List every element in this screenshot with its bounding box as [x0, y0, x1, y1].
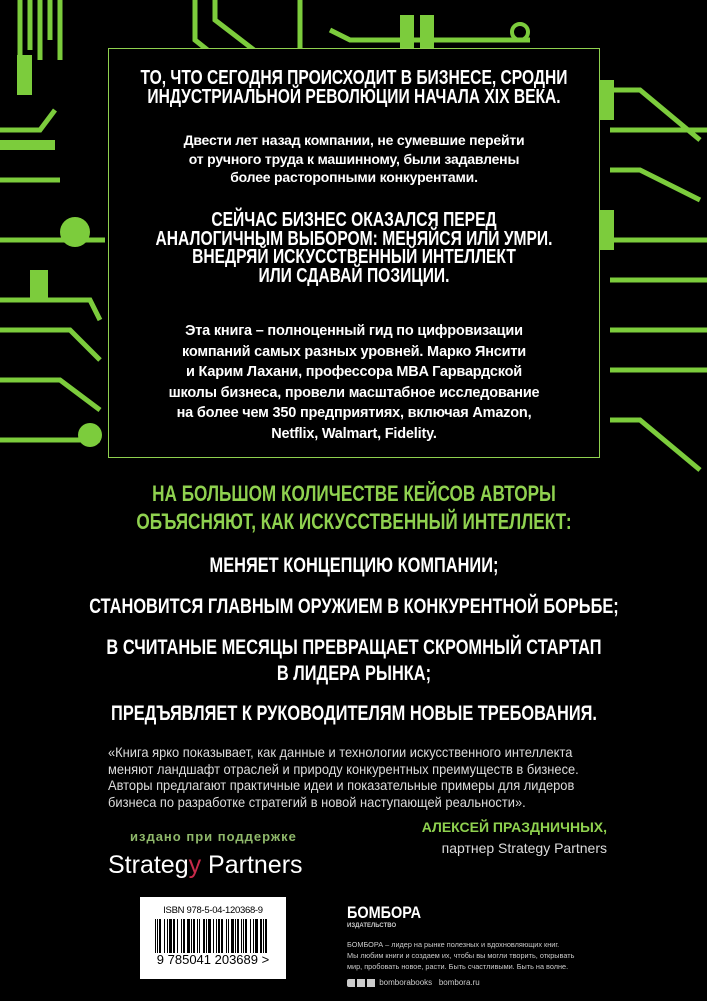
barcode-bar	[157, 919, 158, 953]
barcode-box	[140, 897, 286, 979]
author-name: АЛЕКСЕЙ ПРАЗДНИЧНЫХ,	[421, 819, 607, 835]
author-title: партнер Strategy Partners	[441, 840, 607, 856]
bullet-item: В ЛИДЕРА РЫНКА;	[276, 662, 431, 685]
social-icons	[347, 979, 377, 987]
barcode-bar	[183, 919, 185, 953]
line: Netflix, Walmart, Fidelity.	[271, 425, 437, 442]
line: ИЛИ СДАВАЙ ПОЗИЦИИ.	[258, 264, 450, 287]
line: мир, пробовать новое, расти. Быть счастливыми. Быть на волне.	[347, 962, 569, 971]
bullet-item: ПРЕДЪЯВЛЯЕТ К РУКОВОДИТЕЛЯМ НОВЫЕ ТРЕБОВАНИЯ.	[110, 702, 597, 725]
barcode-bar	[199, 919, 200, 953]
barcode-bar	[255, 919, 258, 953]
line: ВНЕДРЯЙ ИСКУССТВЕННЫЙ ИНТЕЛЛЕКТ	[192, 246, 516, 268]
line: Мы любим книги и создаем их, чтобы вы могли творить, открывать	[347, 951, 575, 960]
barcode-bar	[181, 919, 182, 953]
line: ТО, ЧТО СЕГОДНЯ ПРОИСХОДИТ В БИЗНЕСЕ, СРОДНИ	[140, 67, 568, 89]
barcode-bar	[191, 919, 192, 953]
line: от ручного труда к машинному, были задавлены	[188, 150, 520, 167]
social-handle[interactable]: bomborabooks	[379, 978, 433, 987]
barcode-bar	[226, 919, 227, 953]
barcode-bar	[187, 919, 190, 953]
barcode-bar	[213, 919, 214, 953]
barcode-bar	[243, 919, 244, 953]
line: БОМБОРА – лидер на рынке полезных и вдохновляющих книг.	[347, 940, 560, 949]
line: «Книга ярко показывает, как данные и технологии искусственного интеллекта	[108, 744, 573, 760]
strategy-partners-logo	[108, 851, 303, 880]
logo-part: y	[188, 851, 202, 879]
barcode-bar	[237, 919, 239, 953]
line: СЕЙЧАС БИЗНЕС ОКАЗАЛСЯ ПЕРЕД	[211, 209, 497, 231]
line: АНАЛОГИЧНЫМ ВЫБОРОМ: МЕНЯЙСЯ ИЛИ УМРИ.	[155, 227, 553, 250]
barcode-bar	[169, 919, 172, 953]
box-heading-2	[120, 211, 588, 285]
publisher-links	[347, 978, 574, 987]
barcode-bar	[263, 919, 264, 953]
logo-part: Partners	[201, 851, 303, 879]
barcode-bar	[241, 919, 242, 953]
description-box	[108, 48, 600, 458]
box-paragraph-2	[117, 321, 591, 445]
support-label: издано при поддержке	[130, 829, 297, 844]
line: на более чем 350 предприятиях, включая Amazon,	[176, 405, 532, 422]
barcode-bars	[153, 919, 273, 953]
barcode-bar	[228, 919, 229, 953]
barcode-bar	[193, 919, 195, 953]
line: компаний самых разных уровней. Марко Янсити	[182, 343, 526, 360]
barcode-bar	[221, 919, 223, 953]
barcode-bar	[218, 919, 220, 953]
cases-heading	[120, 480, 588, 536]
barcode-bar	[164, 919, 165, 953]
barcode-bar	[231, 919, 234, 953]
line: Авторы предлагают практичные идеи и показательные примеры для лидеров	[108, 777, 575, 794]
line: бизнеса по разработке стратегий в новой наступающей реальности».	[108, 793, 526, 810]
barcode-bar	[253, 919, 254, 953]
line: меняют ландшафт отраслей и природу конкурентных преимуществ в бизнесе.	[108, 760, 579, 777]
barcode-bar	[173, 919, 175, 953]
line: ИНДУСТРИАЛЬНОЙ РЕВОЛЮЦИИ НАЧАЛА XIX ВЕКА.	[147, 86, 561, 108]
publisher-sub: ИЗДАТЕЛЬСТВО	[347, 923, 397, 929]
publisher-name: БОМБОРА	[347, 903, 422, 922]
quote-author	[422, 817, 607, 859]
line: и Карим Лахани, профессора MBA Гарвардской	[185, 364, 523, 381]
publisher-site-link[interactable]: bombora.ru	[438, 978, 480, 987]
line: НА БОЛЬШОМ КОЛИЧЕСТВЕ КЕЙСОВ АВТОРЫ	[151, 481, 556, 506]
bullet-list	[81, 553, 627, 727]
box-paragraph-1	[117, 131, 591, 187]
line: Эта книга – полноценный гид по цифровизации	[185, 323, 523, 339]
bullet-item: В СЧИТАНЫЕ МЕСЯЦЫ ПРЕВРАЩАЕТ СКРОМНЫЙ СТАРТАП	[105, 636, 602, 659]
line: ОБЪЯСНЯЮТ, КАК ИСКУССТВЕННЫЙ ИНТЕЛЛЕКТ:	[135, 509, 572, 534]
bullet-item: СТАНОВИТСЯ ГЛАВНЫМ ОРУЖИЕМ В КОНКУРЕНТНОЙ БОРЬБЕ;	[88, 595, 619, 618]
isbn-digits: 9 785041 203689 >	[156, 952, 270, 967]
barcode-bar	[155, 919, 156, 953]
review-quote	[108, 744, 586, 810]
barcode-bar	[235, 919, 236, 953]
barcode-bar	[265, 919, 267, 953]
barcode-bar	[197, 919, 198, 953]
logo-part: Strateg	[108, 851, 189, 879]
barcode-bar	[260, 919, 262, 953]
publisher-block	[347, 903, 574, 987]
box-heading	[120, 69, 588, 107]
line: школы бизнеса, провели масштабное исследование	[168, 384, 540, 401]
publisher-description	[347, 939, 574, 972]
bullet-item: МЕНЯЕТ КОНЦЕПЦИЮ КОМПАНИИ;	[209, 554, 498, 577]
line: Двести лет назад компании, не сумевшие перейти	[183, 132, 525, 148]
isbn-label: ISBN 978-5-04-120368-9	[163, 905, 263, 916]
barcode-bar	[167, 919, 168, 953]
line: более расторопными конкурентами.	[230, 169, 478, 185]
barcode-bar	[208, 919, 211, 953]
barcode-bar	[206, 919, 207, 953]
barcode-bar	[159, 919, 161, 953]
barcode-bar	[245, 919, 247, 953]
barcode-bar	[177, 919, 178, 953]
barcode-bar	[250, 919, 251, 953]
barcode-bar	[216, 919, 217, 953]
barcode-bar	[203, 919, 205, 953]
